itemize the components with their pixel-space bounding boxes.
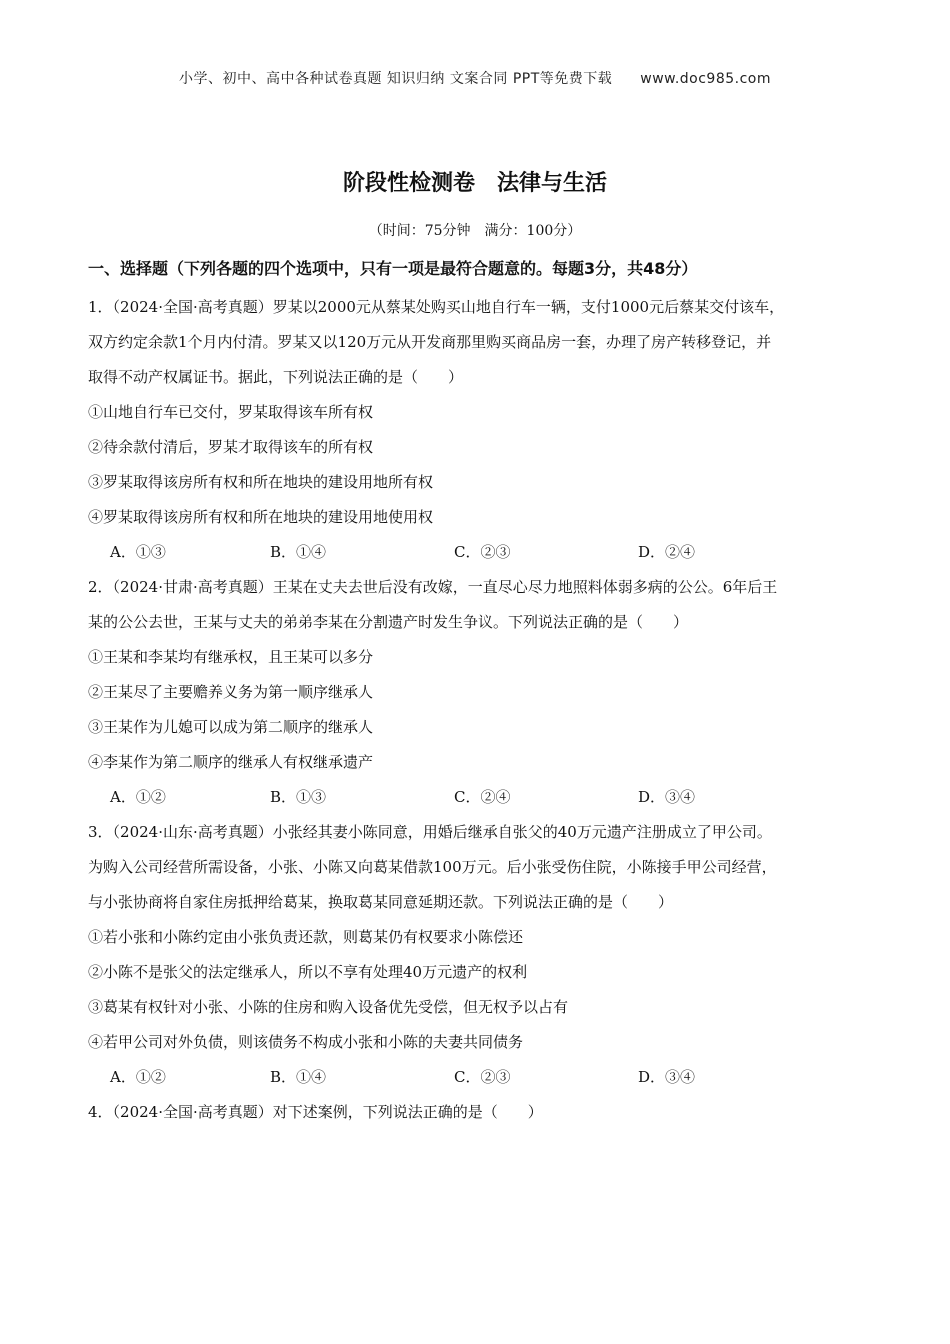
answer-choices xyxy=(88,1060,868,1095)
exam-meta: （时间：75分钟 满分：100分） xyxy=(368,223,582,239)
question-text-line: 某的公公去世，王某与丈夫的弟弟李某在分割遗产时发生争议。下列说法正确的是（ ） xyxy=(88,613,689,631)
answer-choices xyxy=(88,780,868,815)
statement-item: ①山地自行车已交付，罗某取得该车所有权 xyxy=(88,403,374,421)
page-header xyxy=(0,68,950,88)
questions-list xyxy=(88,290,868,1130)
question-text-line: 为购入公司经营所需设备，小张、小陈又向葛某借款100万元。后小张受伤住院，小陈接手甲公司经营， xyxy=(88,858,777,876)
question-text-line: 2．（2024·甘肃·高考真题）王某在丈夫去世后没有改嫁，一直尽心尽力地照料体弱多病的公公。6年后王 xyxy=(88,578,778,596)
statement-item: ②王某尽了主要赡养义务为第一顺序继承人 xyxy=(88,683,374,701)
question-2 xyxy=(88,570,868,815)
answer-choices xyxy=(88,535,868,570)
page-title: 阶段性检测卷 法律与生活 xyxy=(342,171,607,196)
question-text-line: 取得不动产权属证书。据此，下列说法正确的是（ ） xyxy=(88,368,464,386)
statement-item: ④若甲公司对外负债，则该债务不构成小张和小陈的夫妻共同债务 xyxy=(88,1033,524,1051)
header-text: 小学、初中、高中各种试卷真题 知识归纳 文案合同 PPT等免费下载 xyxy=(178,71,613,87)
question-3 xyxy=(88,815,868,1095)
question-1 xyxy=(88,290,868,570)
choice-b[interactable]: B．①④ xyxy=(270,543,327,561)
choice-b[interactable]: B．①③ xyxy=(270,788,327,806)
question-text-line: 1．（2024·全国·高考真题）罗某以2000元从蔡某处购买山地自行车一辆，支付1000元后蔡某交付该车， xyxy=(88,298,785,316)
statement-item: ④李某作为第二顺序的继承人有权继承遗产 xyxy=(88,753,374,771)
choice-c[interactable]: C．②③ xyxy=(454,543,511,561)
question-4 xyxy=(88,1095,868,1130)
choice-a[interactable]: A．①② xyxy=(110,1068,166,1086)
statement-item: ③王某作为儿媳可以成为第二顺序的继承人 xyxy=(88,718,374,736)
statement-item: ②待余款付清后，罗某才取得该车的所有权 xyxy=(88,438,374,456)
choice-d[interactable]: D．③④ xyxy=(638,1068,696,1086)
statement-item: ①若小张和小陈约定由小张负责还款，则葛某仍有权要求小陈偿还 xyxy=(88,928,524,946)
question-text-line: 4．（2024·全国·高考真题）对下述案例，下列说法正确的是（ ） xyxy=(88,1103,543,1121)
choice-a[interactable]: A．①② xyxy=(110,788,166,806)
question-text-line: 双方约定余款1个月内付清。罗某又以120万元从开发商那里购买商品房一套，办理了房产转移登记，并 xyxy=(88,333,772,351)
statement-item: ①王某和李某均有继承权，且王某可以多分 xyxy=(88,648,374,666)
choice-a[interactable]: A．①③ xyxy=(110,543,166,561)
choice-b[interactable]: B．①④ xyxy=(270,1068,327,1086)
section-heading: 一、选择题（下列各题的四个选项中，只有一项是最符合题意的。每题3分，共48分） xyxy=(88,259,698,278)
choice-d[interactable]: D．③④ xyxy=(638,788,696,806)
statement-item: ④罗某取得该房所有权和所在地块的建设用地使用权 xyxy=(88,508,434,526)
question-text-line: 3．（2024·山东·高考真题）小张经其妻小陈同意，用婚后继承自张父的40万元遗产注册成立了甲公司。 xyxy=(88,823,772,841)
header-site-link[interactable]: www.doc985.com xyxy=(640,71,772,87)
choice-c[interactable]: C．②③ xyxy=(454,1068,511,1086)
question-text-line: 与小张协商将自家住房抵押给葛某，换取葛某同意延期还款。下列说法正确的是（ ） xyxy=(88,893,674,911)
statement-item: ②小陈不是张父的法定继承人，所以不享有处理40万元遗产的权利 xyxy=(88,963,528,981)
statement-item: ③葛某有权针对小张、小陈的住房和购入设备优先受偿，但无权予以占有 xyxy=(88,998,569,1016)
choice-c[interactable]: C．②④ xyxy=(454,788,511,806)
choice-d[interactable]: D．②④ xyxy=(638,543,696,561)
statement-item: ③罗某取得该房所有权和所在地块的建设用地所有权 xyxy=(88,473,434,491)
